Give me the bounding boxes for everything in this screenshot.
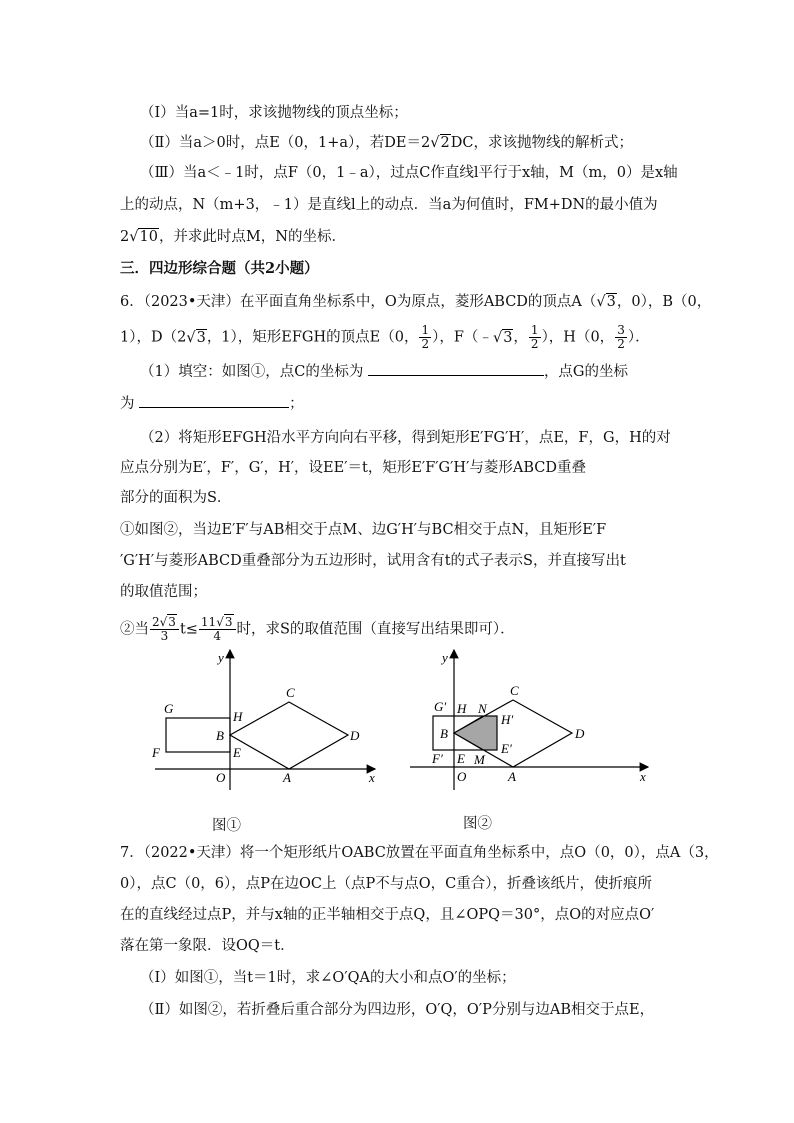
label-g-prime: G′ (434, 699, 447, 714)
q6-line1: 6．（2023•天津）在平面直角坐标系中，O为原点，菱形ABCD的顶点A（√3，0），B（0， (120, 294, 712, 310)
label-n: N (478, 701, 487, 716)
q7-line1: 7．（2022•天津）将一个矩形纸片OABC放置在平面直角坐标系中，点O（0，0），点A（3， (120, 845, 719, 861)
label-c: C (510, 683, 519, 698)
label-h: H (457, 701, 467, 716)
section-title: 三．四边形综合题（共2小题） (120, 260, 319, 277)
q6-s1-line2: ′G′H′与菱形ABCD重叠部分为五边形时，试用含有t的式子表示S，并直接写出t (120, 553, 626, 569)
figure-1 (140, 645, 390, 795)
q6-s1-line1: ①如图②，当边E′F′与AB相交于点M、边G′H′与BC相交于点N，且矩形E′F (120, 522, 607, 538)
q7-line2: 0），点C（0，6），点P在边OC上（点P不与点O，C重合），折叠该纸片，使折痕所 (120, 876, 652, 892)
label-g: G (164, 701, 174, 716)
label-e: E (457, 751, 465, 766)
label-y: y (442, 650, 448, 665)
q6-p2-line3: 部分的面积为S． (120, 490, 232, 506)
q6-s2: ②当 $\frac{2√3}{3}$ t≤ $\frac{11√3}{4}$ 时，求S的取值范围（直接写出结果即可）． (120, 615, 515, 643)
label-d: D (575, 726, 585, 741)
figure-2 (400, 645, 655, 795)
label-a: A (508, 769, 516, 784)
label-f: F (152, 745, 160, 760)
q7-line6: （Ⅱ）如图②，若折叠后重合部分为四边形，O′Q，O′P分别与边AB相交于点E， (140, 1002, 655, 1018)
answer-blank-c[interactable] (368, 362, 544, 376)
q6-s1-line3: 的取值范围； (120, 584, 207, 600)
q6-p1-line1: （1）填空：如图①，点C的坐标为 ，点G的坐标 (140, 364, 629, 380)
q5-part2: （Ⅱ）当a＞0时，点E（0，1+a），若DE＝2√2DC，求该抛物线的解析式； (140, 135, 633, 151)
answer-blank-g[interactable] (139, 394, 289, 408)
q5-part3-line3: 2√10，并求此时点M，N的坐标． (120, 229, 346, 245)
figure-1-caption: 图① (212, 818, 241, 834)
label-x: x (369, 770, 375, 785)
label-m: M (474, 752, 485, 767)
rhombus-abcd (230, 702, 348, 769)
q7-line5: （Ⅰ）如图①，当t＝1时，求∠O′QA的大小和点O′的坐标； (140, 970, 516, 986)
label-b: B (440, 726, 448, 741)
q6-p2-line1: （2）将矩形EFGH沿水平方向向右平移，得到矩形E′FG′H′，点E，F，G，H的对 (140, 430, 671, 446)
label-e-prime: E′ (501, 741, 512, 756)
label-d: D (350, 728, 360, 743)
q5-part3-line1: （Ⅲ）当a＜﹣1时，点F（0，1﹣a），过点C作直线l平行于x轴，M（m，0）是x轴 (140, 165, 678, 181)
label-h: H (233, 709, 243, 724)
q7-line3: 在的直线经过点P，并与x轴的正半轴相交于点Q，且∠OPQ＝30°，点O的对应点O′ (120, 907, 655, 923)
q5-part1: （Ⅰ）当a=1时，求该抛物线的顶点坐标； (140, 105, 408, 121)
q6-p1-line2: 为 ； (120, 396, 304, 412)
label-c: C (286, 685, 295, 700)
label-h-prime: H′ (501, 712, 514, 727)
q6-p2-line2: 应点分别为E′，F′，G′，H′，设EE′＝t，矩形E′F′G′H′与菱形ABCD重叠 (120, 460, 586, 476)
label-x: x (640, 769, 646, 784)
label-o: O (457, 769, 467, 784)
label-y: y (218, 650, 224, 665)
label-e: E (233, 745, 241, 760)
label-b: B (216, 728, 224, 743)
label-o: O (216, 770, 226, 785)
label-f-prime: F′ (432, 751, 443, 766)
q5-part3-line2: 上的动点，N（m+3，﹣1）是直线l上的动点．当a为何值时，FM+DN的最小值为 (120, 197, 658, 213)
label-a: A (283, 770, 291, 785)
q7-line4: 落在第一象限．设OQ＝t． (120, 938, 295, 954)
q6-line2: 1），D（2√3，1），矩形EFGH的顶点E（0， $\frac{1}{2}$ ），F（﹣√3， $\frac{1}{2}$ ），H（0， $\frac{3}{2}$ ）． (120, 323, 650, 351)
figure-2-caption: 图② (463, 816, 492, 832)
